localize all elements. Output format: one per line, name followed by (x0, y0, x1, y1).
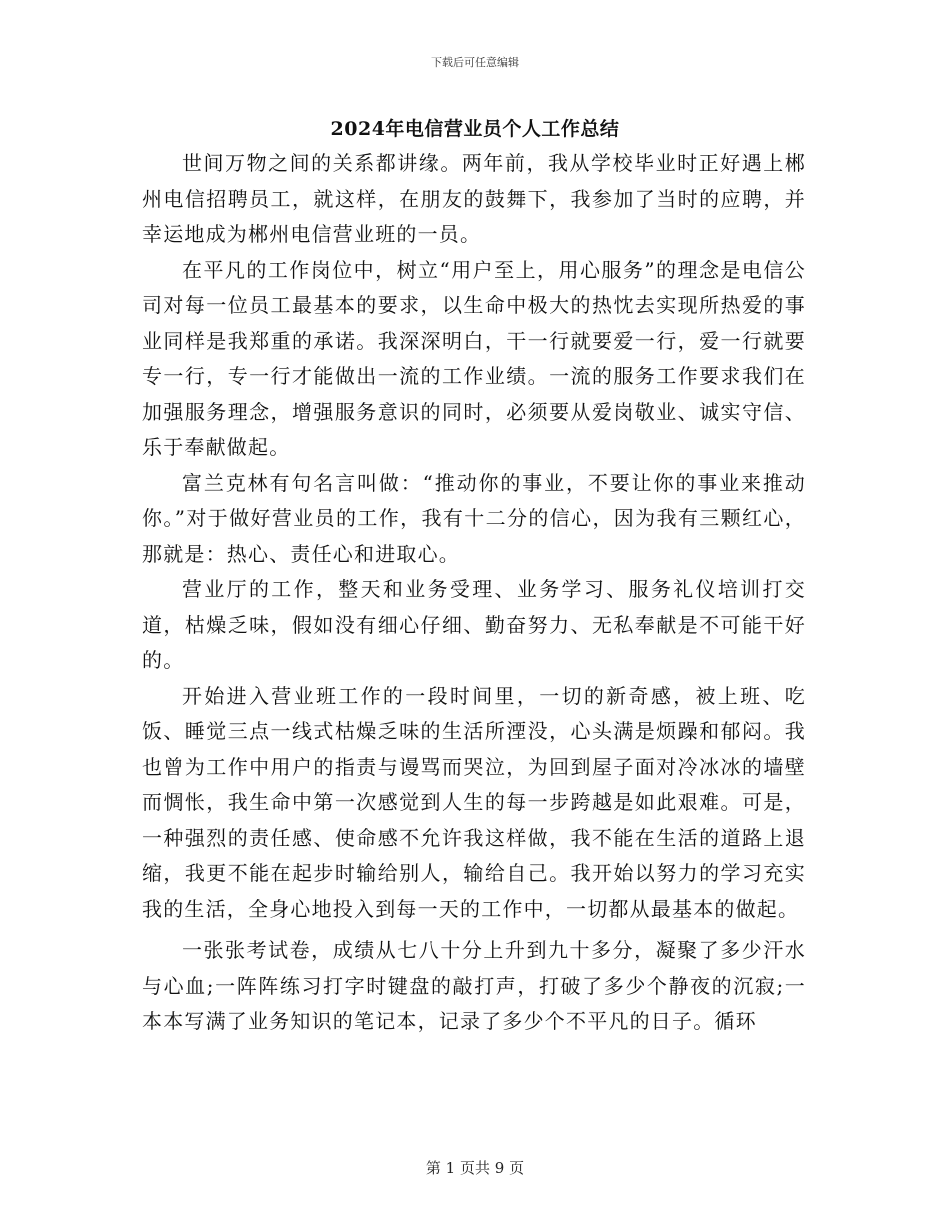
paragraph-3: 富兰克林有句名言叫做：“推动你的事业，不要让你的事业来推动你。”对于做好营业员的工作，我有十二分的信心，因为我有三颗红心，那就是：热心、责任心和进取心。 (142, 470, 806, 566)
paragraph-2: 在平凡的工作岗位中，树立“用户至上，用心服务”的理念是电信公司对每一位员工最基本的要求，以生命中极大的热忱去实现所热爱的事业同样是我郑重的承诺。我深深明白，干一行就要爱一行，爱一行就要专一行，专一行才能做出一流的工作业绩。一流的服务工作要求我们在加强服务理念，增强服务意识的同时，必须要从爱岗敬业、诚实守信、乐于奉献做起。 (142, 257, 806, 459)
paragraph-5: 开始进入营业班工作的一段时间里，一切的新奇感，被上班、吃饭、睡觉三点一线式枯燥乏味的生活所湮没，心头满是烦躁和郁闷。我也曾为工作中用户的指责与谩骂而哭泣，为回到屋子面对冷冰冰的墙壁而惆怅，我生命中第一次感觉到人生的每一步跨越是如此艰难。可是，一种强烈的责任感、使命感不允许我这样做，我不能在生活的道路上退缩，我更不能在起步时输给别人，输给自己。我开始以努力的学习充实我的生活，全身心地投入到每一天的工作中，一切都从最基本的做起。 (142, 683, 806, 921)
document-title: 2024年电信营业员个人工作总结 (330, 118, 620, 140)
page-footer: 第 1 页共 9 页 (425, 1159, 525, 1177)
header-note: 下载后可任意编辑 (431, 56, 519, 69)
paragraph-6: 一张张考试卷，成绩从七八十分上升到九十多分，凝聚了多少汗水与心血;一阵阵练习打字时键盘的敲打声，打破了多少个静夜的沉寂;一本本写满了业务知识的笔记本，记录了多少个不平凡的日子。循环 (142, 938, 806, 1033)
document-body (142, 146, 806, 1040)
paragraph-1: 世间万物之间的关系都讲缘。两年前，我从学校毕业时正好遇上郴州电信招聘员工，就这样，在朋友的鼓舞下，我参加了当时的应聘，并幸运地成为郴州电信营业班的一员。 (142, 151, 806, 246)
paragraph-4: 营业厅的工作，整天和业务受理、业务学习、服务礼仪培训打交道，枯燥乏味，假如没有细心仔细、勤奋努力、无私奉献是不可能干好的。 (142, 577, 806, 672)
